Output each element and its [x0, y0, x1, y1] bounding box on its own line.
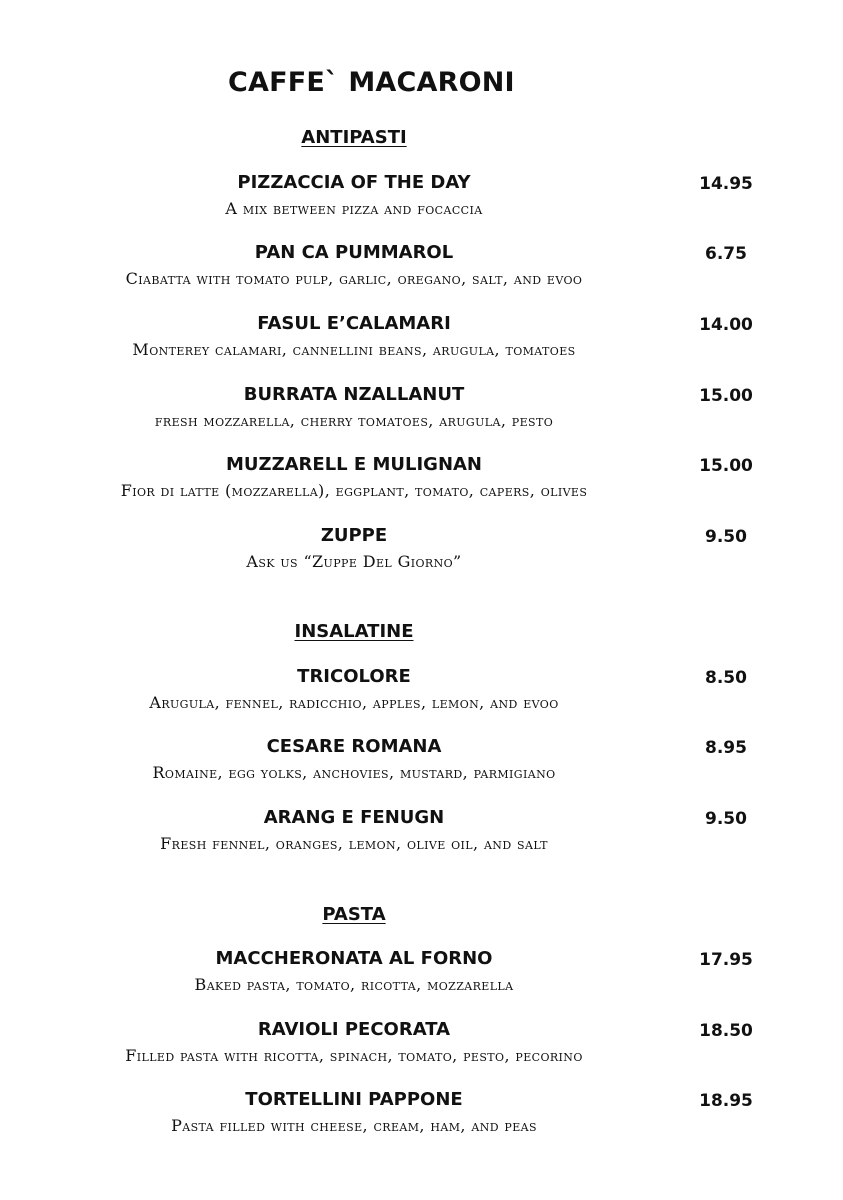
item-name: MACCHERONATA AL FORNO: [215, 948, 493, 969]
item-price: 17.95: [699, 950, 753, 970]
menu-item: [0, 453, 843, 513]
item-name: FASUL E’CALAMARI: [257, 313, 451, 334]
item-price: 9.50: [705, 527, 747, 547]
item-name: ARANG E FENUGN: [263, 807, 445, 828]
menu-item: [0, 524, 843, 584]
item-description: Pasta filled with cheese, cream, ham, and peas: [171, 1116, 537, 1135]
item-description: Romaine, egg yolks, anchovies, mustard, parmigiano: [152, 763, 556, 782]
menu-item: [0, 665, 843, 725]
item-price: 6.75: [705, 244, 747, 264]
item-description: Fresh fennel, oranges, lemon, olive oil, and salt: [160, 834, 548, 853]
menu-item: [0, 947, 843, 1007]
item-price: 15.00: [699, 456, 753, 476]
menu-item: [0, 312, 843, 372]
item-name: TRICOLORE: [297, 666, 411, 687]
section-heading-pasta: PASTA: [322, 904, 386, 925]
item-name: BURRATA NZALLANUT: [243, 384, 465, 405]
item-price: 18.50: [699, 1021, 753, 1041]
menu-item: [0, 171, 843, 231]
section-heading-antipasti: ANTIPASTI: [301, 127, 407, 148]
item-name: MUZZARELL E MULIGNAN: [225, 454, 483, 475]
item-description: Fior di latte (mozzarella), eggplant, tomato, capers, olives: [120, 481, 588, 500]
item-name: CESARE ROMANA: [266, 736, 442, 757]
item-description: Monterey calamari, cannellini beans, arugula, tomatoes: [132, 340, 576, 359]
item-price: 15.00: [699, 386, 753, 406]
item-description: Ciabatta with tomato pulp, garlic, oregano, salt, and evoo: [125, 269, 583, 288]
item-description: Baked pasta, tomato, ricotta, mozzarella: [194, 975, 514, 994]
item-name: TORTELLINI PAPPONE: [245, 1089, 463, 1110]
item-description: Filled pasta with ricotta, spinach, tomato, pesto, pecorino: [125, 1046, 583, 1065]
item-price: 14.95: [699, 174, 753, 194]
item-price: 14.00: [699, 315, 753, 335]
item-price: 8.95: [705, 738, 747, 758]
item-description: A mix between pizza and focaccia: [225, 199, 483, 218]
item-name: PAN CA PUMMAROL: [254, 242, 454, 263]
item-description: Ask us “Zuppe Del Giorno”: [246, 552, 462, 571]
menu-item: [0, 1088, 843, 1148]
menu-item: [0, 241, 843, 301]
section-heading-insalatine: INSALATINE: [294, 621, 414, 642]
menu-title: CAFFE` MACARONI: [228, 67, 515, 98]
menu-item: [0, 735, 843, 795]
item-price: 8.50: [705, 668, 747, 688]
item-price: 9.50: [705, 809, 747, 829]
item-price: 18.95: [699, 1091, 753, 1111]
item-description: Arugula, fennel, radicchio, apples, lemon, and evoo: [149, 693, 559, 712]
menu-item: [0, 383, 843, 443]
item-name: ZUPPE: [320, 525, 388, 546]
menu-item: [0, 806, 843, 866]
item-name: RAVIOLI PECORATA: [257, 1019, 451, 1040]
item-name: PIZZACCIA OF THE DAY: [237, 172, 471, 193]
item-description: fresh mozzarella, cherry tomatoes, arugula, pesto: [154, 411, 554, 430]
menu-item: [0, 1018, 843, 1078]
